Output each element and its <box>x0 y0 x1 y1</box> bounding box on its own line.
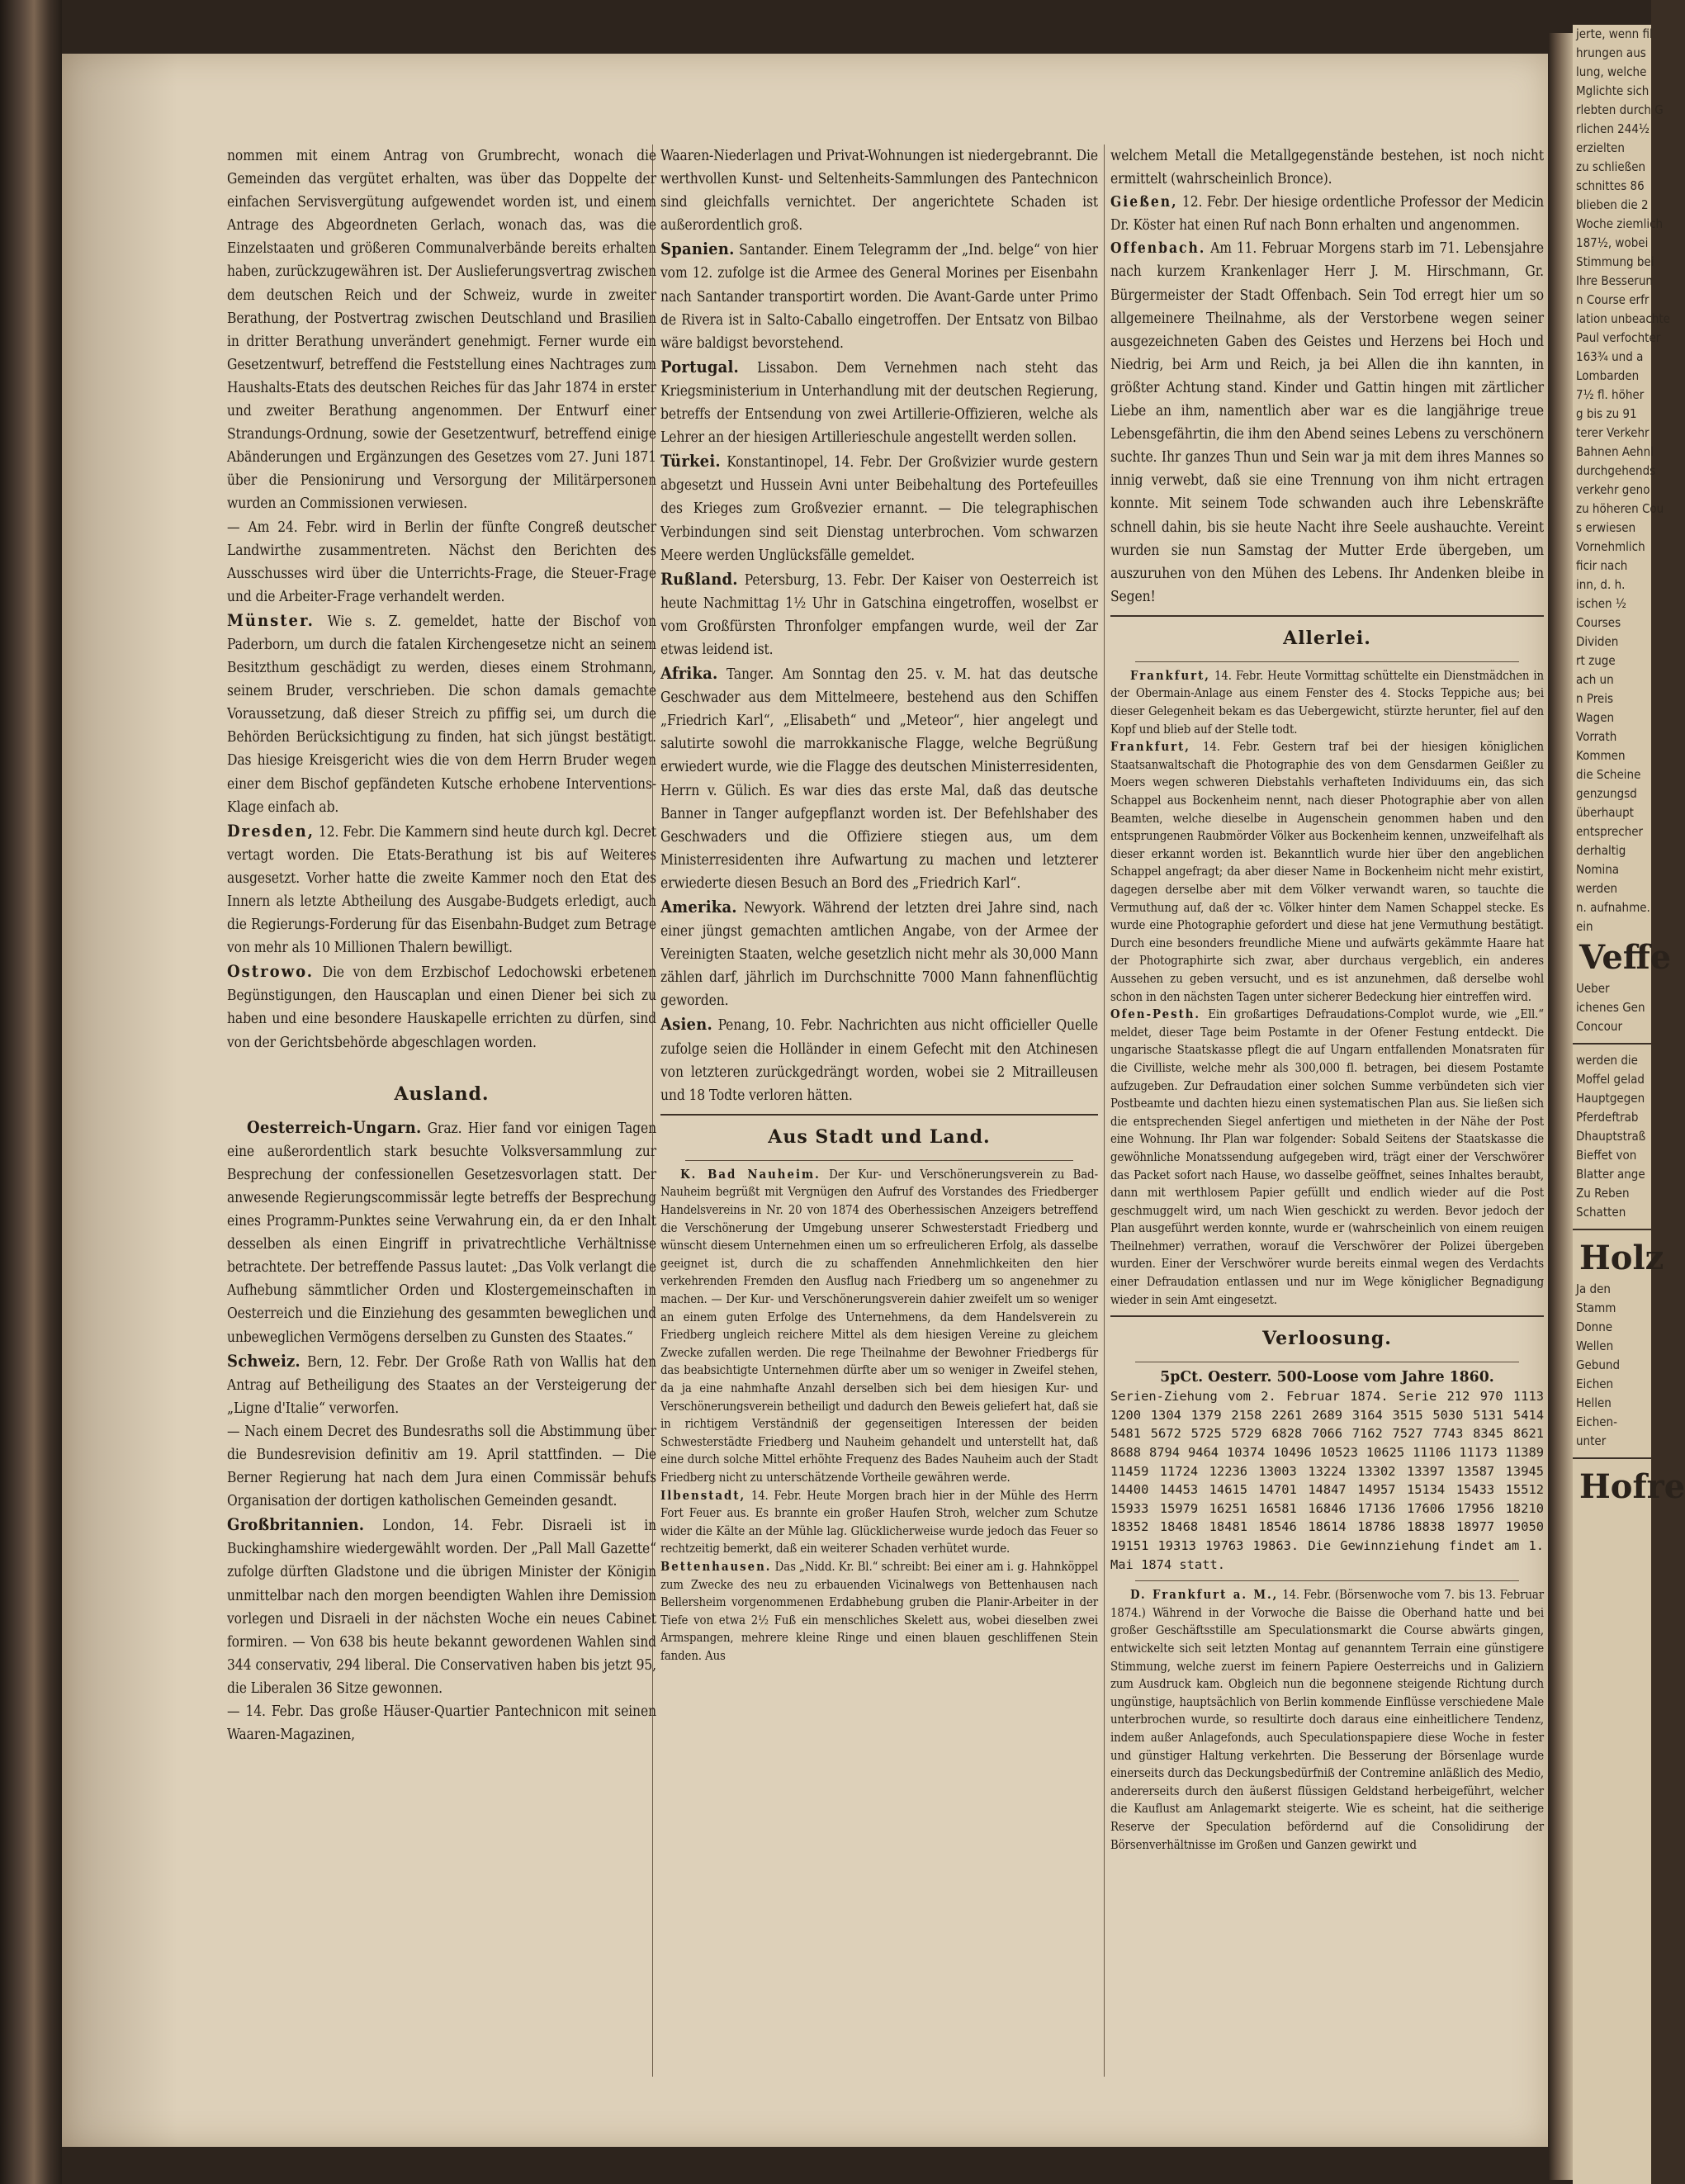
adjacent-page-line: 163¾ und a <box>1576 349 1644 364</box>
country-heading: Asien. <box>660 1014 712 1035</box>
place-heading: Ilbenstadt, <box>660 1488 746 1503</box>
article-paragraph <box>660 1487 1098 1558</box>
miscellany <box>1110 667 1544 1309</box>
adjacent-page-line: lation unbeachte <box>1576 311 1670 326</box>
adjacent-page-line: ach un <box>1576 672 1614 687</box>
adjacent-page-heading: Hofre <box>1579 1467 1685 1506</box>
adjacent-page-text <box>1573 25 1670 936</box>
article-text: Newyork. Während der letzten drei Jahre sind, nach einer jüngst gemachten amtlichen Angabe, von der Armee der Vereinigten Staaten, welche gesetzlich nicht mehr als 30,000 Mann zählen darf, jährlich im Durchschnitte 7000 Mann fahnenflüchtig geworden. <box>660 900 1098 1010</box>
article-paragraph <box>660 355 1098 449</box>
adjacent-page-line: genzungsd <box>1576 786 1637 801</box>
adjacent-page-line: s erwiesen <box>1576 520 1636 535</box>
place-heading: Münster. <box>227 609 315 630</box>
section-title: Aus Stadt und Land. <box>768 1125 991 1148</box>
adjacent-page-line: Schatten <box>1576 1205 1626 1220</box>
adjacent-page-line: Donne <box>1576 1319 1613 1334</box>
article-paragraph <box>1110 667 1544 738</box>
adjacent-page-line: zu höheren Cou <box>1576 501 1664 516</box>
country-heading: Afrika. <box>660 663 718 684</box>
adjacent-page-rule <box>1573 1457 1651 1459</box>
adjacent-page-line: erzielten <box>1576 140 1625 155</box>
adjacent-page-line: Lombarden <box>1576 368 1640 383</box>
article-paragraph <box>227 819 656 960</box>
lottery-numbers: Serien-Ziehung vom 2. Februar 1874. Serie 212 970 1113 1200 1304 1379 2158 2261 2689 3164 3515 5030 5131 5414 5481 5672 5725 5729 6828 7066 7162 7527 7743 8345 8621 8688 8794 9464 10374 10496 10523 10625 11106 11173 11389 11459 11724 12236 13003 13224 13302 13397 13587 13945 14400 14453 14615 14701 14847 14957 15134 15433 15512 15933 15979 16251 16581 16846 17136 17606 17956 18210 18352 18468 18481 18546 18614 18786 18838 18977 19050 19151 19313 19763 19863. Die Gewinnziehung findet am 1. Mai 1874 statt. <box>1110 1389 1544 1572</box>
adjacent-page-line: ischen ½ <box>1576 596 1626 611</box>
adjacent-page-line: schnittes 86 <box>1576 178 1645 193</box>
section-rule <box>1110 1315 1544 1317</box>
country-heading: Rußland. <box>660 568 738 589</box>
adjacent-page-line: verkehr geno <box>1576 482 1650 497</box>
adjacent-page-line: Eichen <box>1576 1376 1614 1391</box>
adjacent-page-line: 7½ fl. höher <box>1576 387 1645 402</box>
adjacent-page-line: Kommen <box>1576 748 1626 763</box>
country-heading: Amerika. <box>660 897 737 917</box>
section-title: Verloosung. <box>1262 1328 1392 1350</box>
adjacent-page-line: Ihre Besserun <box>1576 273 1653 288</box>
article-paragraph <box>227 959 656 1054</box>
article-text: Ein großartiges Defraudations-Complot wurde, wie „Ell.“ meldet, dieser Tage beim Postamte in der Ofener Festung entdeckt. Die ungarische Staatskasse pflegt die auf Ungarn entfallenden Monatsraten für die Civilliste, welche mehr als 300,000 fl. betragen, bei diesem Postamte aufzugeben. Zur Defraudation einer solchen Summe verbündeten sich vier Postbeamte und dachten hiezu einen systematischen Plan aus. Sie ließen sich die entsprechenden Siegel anfertigen und mietheten in der Nähe der Post eine Wohnung. Ihr Plan war folgender: Sobald Seitens der Staatskasse die gewöhnliche Monatssendung aufgegeben wird, trägt einer der Verschwörer das Packet sofort nach Hause, wo dasselbe geöffnet, seines Inhaltes beraubt, dann mit werthlosem Papier gefüllt und endlich wieder auf die Post geschmuggelt wird, um nach Wien geschickt zu werden. Bevor jedoch der Plan ausgeführt werden konnte, wurde er (wahrscheinlich von einem reuigen Theilnehmer) verrathen, worauf die Verschwörer der Polizei übergeben wurden. Einer der Verschwörer wurde bereits einmal wegen des Verdachts einer Defraudation entlassen und nur im Wege königlicher Begnadigung wieder in sein Amt eingesetzt. <box>1110 1007 1544 1307</box>
column-right <box>1110 144 1544 2093</box>
adjacent-page-line: Stamm <box>1576 1300 1616 1315</box>
article-paragraph <box>660 237 1098 354</box>
adjacent-page-line: Eichen- <box>1576 1414 1617 1429</box>
adjacent-page-line: unter <box>1576 1433 1607 1448</box>
adjacent-page-line: Dhauptstraß <box>1576 1129 1646 1144</box>
place-heading: K. Bad Nauheim. <box>680 1167 821 1182</box>
article-paragraph <box>660 1558 1098 1665</box>
adjacent-page-line: inn, d. h. <box>1576 577 1626 592</box>
article-paragraph <box>227 1513 656 1700</box>
adjacent-page-line: durchgehends <box>1576 463 1656 478</box>
article-text: Penang, 10. Febr. Nachrichten aus nicht officieller Quelle zufolge seien die Holländer in einem Gefecht mit den Atchinesen von letzteren zurückgedrängt worden, wobei sie 2 Mitrailleusen und 18 Todte verloren hätten. <box>660 1017 1098 1104</box>
adjacent-page-text <box>1573 1280 1651 1451</box>
article-text: Tanger. Am Sonntag den 25. v. M. hat das deutsche Geschwader aus dem Mittelmeere, bestehend aus den Schiffen „Friedrich Karl“, „Elisabeth“ und „Meteor“, hier angelegt und salutirte sowohl die marrokkanische Flagge, welche Begrüßung erwiedert wurde, wie die Flagge des deutschen Ministerresidenten, Herrn v. Gülich. Es war dies das erste Mal, daß das deutsche Banner in Tanger aufgepflanzt worden ist. Der Befehlshaber des Geschwaders und die Offiziere stiegen aus, um dem Ministerresidenten ihre Aufwartung zu machen und letzterer erwiederte diesen Besuch an Bord des „Friedrich Karl“. <box>660 666 1098 892</box>
adjacent-page-line: werden die <box>1576 1053 1638 1068</box>
article-paragraph <box>660 449 1098 566</box>
book-binding <box>0 0 62 2184</box>
article-paragraph: Waaren-Niederlagen und Privat-Wohnungen ist niedergebrannt. Die werthvollen Kunst- und Seltenheits-Sammlungen des Pantechnicon sind gleichfalls vernichtet. Der angerichtete Schaden ist außerordentlich groß. <box>660 148 1098 235</box>
country-heading: Großbritannien. <box>227 1514 365 1535</box>
article-text: Konstantinopel, 14. Febr. Der Großvizier wurde gestern abgesetzt und Hussein Avni unter Beibehaltung des Portefeuilles des Krieges zum Großvezier ernannt. — Die telegraphischen Verbindungen sind seit Dienstag unterbrochen. Vom schwarzen Meere werden Unglücksfälle gemeldet. <box>660 454 1098 564</box>
adjacent-page-line: Ueber <box>1576 981 1610 996</box>
article-paragraph: — Nach einem Decret des Bundesraths soll die Abstimmung über die Bundesrevision definitiv am 19. April stattfinden. — Die Berner Regierung hat nach dem Jura einen Commissär behufs Organisation der dortigen katholischen Gemeinden gesandt. <box>227 1423 656 1510</box>
market-report <box>1110 1586 1544 1854</box>
adjacent-page-line: werden <box>1576 881 1618 896</box>
adjacent-page-line: terer Verkehr <box>1576 425 1650 440</box>
article-paragraph: — 14. Febr. Das große Häuser-Quartier Pantechnicon mit seinen Waaren-Magazinen, <box>227 1703 656 1744</box>
adjacent-page-line: ein <box>1576 919 1593 934</box>
adjacent-page-line: Nomina <box>1576 862 1620 877</box>
article-paragraph <box>1110 237 1544 609</box>
adjacent-page-line: n Preis <box>1576 691 1614 706</box>
column-left <box>227 144 656 2093</box>
adjacent-page-heading: Holz <box>1579 1239 1664 1277</box>
adjacent-page-line: rt zuge <box>1576 653 1616 668</box>
adjacent-page-text <box>1573 1051 1651 1222</box>
adjacent-page-line: Vornehmlich <box>1576 539 1645 554</box>
adjacent-page-rule <box>1573 1229 1651 1230</box>
adjacent-page-line: entsprecher <box>1576 824 1644 839</box>
article-text: Die von dem Erzbischof Ledochowski erbetenen Begünstigungen, den Hauscaplan und einen Diener bei sich zu haben und eine besondere Hauskapelle errichten zu dürfen, sind von der Gerichtsbehörde abgeschlagen worden. <box>227 964 656 1051</box>
place-heading: Bettenhausen. <box>660 1559 772 1574</box>
place-heading: Frankfurt, <box>1110 740 1190 755</box>
article-text: 14. Febr. Gestern traf bei der hiesigen königlichen Staatsanwaltschaft die Photographie des von dem Gensdarmen Geißler zu Moers wegen schweren Diebstahls verhafteten Individuums ein, das sich Schappel aus Bockenheim nennt, nach dieser Photographie aber von allen Beamten, welche dieselbe in Augenschein genommen haben und den entsprungenen Raubmörder Völker aus Bockenheim kennen, unzweifelhaft als dieser erkannt worden ist. Bekanntlich wurde hier über den angeblichen Schappel angefragt; da aber dieser Name in Bockenheim nicht mehr existirt, dagegen derselbe aber mit dem Völker verwandt waren, so tauchte die Vermuthung auf, daß der ꝛc. Völker hinter dem Namen Schappel stecke. Es wurde eine Photographie gefordert und diese hat jene Vermuthung bestätigt. Durch eine besonders freundliche Miene und aufwärts gekämmte Haare hat der Photographirte sich zwar, aber durchaus vergeblich, ein anderes Aussehen zu geben versucht, und es ist anzunehmen, daß derselbe wohl schon in den nächsten Tagen unter sicherer Bedeckung hier eintreffen wird. <box>1110 740 1544 1004</box>
adjacent-page-line: Bieffet von <box>1576 1148 1637 1163</box>
place-heading: Frankfurt, <box>1130 668 1210 683</box>
section-rule <box>1135 661 1519 662</box>
adjacent-page-line: Wagen <box>1576 710 1615 725</box>
article-text: London, 14. Febr. Disraeli ist in Buckinghamshire wiedergewählt worden. Der „Pall Mall Gazette“ zufolge dürften Gladstone und die übrigen Minister der Königin unmittelbar nach den morgen beendigten Wahlen ihre Demission vorlegen und Disraeli in der nächsten Woche ein neues Cabinet formiren. — Von 638 bis heute bekannt gewordenen Wahlen sind 344 conservativ, 294 liberal. Die Conservativen haben bis jetzt 95, die Liberalen 36 Sitze gewonnen. <box>227 1518 656 1697</box>
section-rule <box>1110 615 1544 617</box>
article-text: 14. Febr. Heute Morgen brach hier in der Mühle des Herrn Fort Feuer aus. Es brannte ein großer Haufen Stroh, welcher zum Schutze wider die Kälte an der Mühle lag. Glücklicherweise wurde jedoch das Feuer so rechtzeitig bemerkt, daß ein weiterer Schaden verhütet wurde. <box>660 1488 1098 1556</box>
article-paragraph <box>227 1116 656 1349</box>
article-text: Der Kur- und Verschönerungsverein zu Bad-Nauheim begrüßt mit Vergnügen den Aufruf des Vorstandes des Friedberger Handelsvereins in Nr. 20 von 1874 des Oberhessischen Anzeigers betreffend die Verschönerung der Umgebung unserer Schwesterstadt Friedberg und wünscht diesem Unternehmen einen um so erfreulicheren Erfolg, als dasselbe geeignet ist, durch die zu schaffenden Annehmlichkeiten den hier verkehrenden Fremden den Ausflug nach Friedberg um so angenehmer zu machen. — Der Kur- und Verschönerungsverein dahier zweifelt um so weniger an einem guten Erfolge des Unternehmens, da dem Handelsverein zu Friedberg ungleich reichere Mittel als dem hiesigen Vereine zu gleichem Zwecke zufallen werden. Die rege Theilnahme der Bewohner Friedbergs für das beabsichtigte Unternehmen dürfte aber um so weniger in Zweifel stehen, da ja eine nahmhafte Anzahl derselben sich bei dem hiesigen Kur- und Verschönerungsverein betheiligt und dadurch den Beweis geliefert hat, daß sie in richtigem Verständniß der gegenseitigen Interessen der beiden Schwesterstädte Friedberg und Nauheim gehandelt und unterstellt hat, daß eine durch solche Mittel erhöhte Frequenz des Bades Nauheim auch der Stadt Friedberg nicht zu unterschätzende Vortheile gewähren werde. <box>660 1167 1098 1485</box>
place-heading: D. Frankfurt a. M., <box>1130 1588 1279 1603</box>
article-text: Bern, 12. Febr. Der Große Rath von Wallis hat den Antrag auf Betheiligung des Staates an der Versteigerung der „Ligne d'Italie“ verworfen. <box>227 1353 656 1417</box>
country-heading: Portugal. <box>660 356 740 377</box>
article-text: Wie s. Z. gemeldet, hatte der Bischof von Paderborn, um durch die fatalen Kirchengesetze nicht an seinem Besitzthum geschädigt zu werden, dieses einem Strohmann, seinem Bruder, verschrieben. Die schon damals gemachte Voraussetzung, daß dieser Streich zu pfiffig sei, um durch die Behörden Berücksichtigung zu finden, hat sich jüngst bestätigt. Das hiesige Kreisgericht wies die von dem Herrn Bruder wegen einer dem Bischof gepfändeten Kutsche erhobene Interventions-Klage einfach ab. <box>227 613 656 816</box>
adjacent-page-line: jerte, wenn fil <box>1576 26 1653 41</box>
adjacent-page-line: hrungen aus <box>1576 45 1646 60</box>
country-heading: Türkei. <box>660 451 721 471</box>
article-paragraph: nommen mit einem Antrag von Grumbrecht, wonach die Gemeinden das vergütet erhalten, was über das Doppelte der einfachen Servisvergütung aufgewendet worden ist, und einem Antrage des Abgeordneten Gerlach, wonach das, was die Einzelstaaten und größeren Communalverbände bereits erhalten haben, zurückzugewähren ist. Der Auslieferungsvertrag zwischen dem deutschen Reich und der Schweiz, wurde in zweiter Berathung, der Postvertrag zwischen Deutschland und Brasilien in dritter Berathung unverändert genehmigt. Ferner wurde ein Gesetzentwurf, betreffend die Feststellung eines Nachtrages zum Haushalts-Etats des deutschen Reiches für das Jahr 1874 in erster und zweiter Berathung angenommen. Der Entwurf einer Strandungs-Ordnung, sowie der Gesetzentwurf, betreffend einige Abänderungen und Ergänzungen des Gesetzes vom 27. Juni 1871 über die Pensionirung und Versorgung der Militärpersonen wurden an Commissionen verwiesen. <box>227 148 656 513</box>
article-paragraph <box>660 567 1098 661</box>
adjacent-page-rule <box>1573 1043 1651 1045</box>
place-heading: Gießen, <box>1110 194 1178 211</box>
adjacent-page-line: ficir nach <box>1576 558 1628 573</box>
article-paragraph <box>660 1012 1098 1106</box>
article-text: Das „Nidd. Kr. Bl.“ schreibt: Bei einer am i. g. Hahnköppel zum Zwecke des neu zu erbauenden Vicinalwegs von Bettenhausen nach Bellersheim vorgenommenen Erdabhebung gruben die Planir-Arbeiter in der Tiefe von etwa 2½ Fuß ein menschliches Skelett aus, wobei dieselben zwei Armspangen, mehrere kleine Ringe und einen blauen geschliffenen Stein fanden. Aus <box>660 1559 1098 1663</box>
adjacent-page-line: n. aufnahme. <box>1576 900 1650 915</box>
article-paragraph <box>1110 738 1544 1006</box>
adjacent-page-line: Bahnen Aehnl <box>1576 444 1654 459</box>
column-middle <box>660 144 1098 2093</box>
adjacent-page-line: Stimmung bei <box>1576 254 1654 269</box>
adjacent-page-line: Wellen <box>1576 1338 1614 1353</box>
article-paragraph <box>227 609 656 819</box>
adjacent-page-line: rlebten durch G <box>1576 102 1664 117</box>
adjacent-page-heading: Veffe <box>1579 938 1672 977</box>
adjacent-page-line: die Scheine <box>1576 767 1641 782</box>
article-text: 12. Febr. Die Kammern sind heute durch kgl. Decret vertagt worden. Die Etats-Berathung ist bis auf Weiteres ausgesetzt. Vorher hatte die zweite Kammer noch den Etat des Innern als letzte Abtheilung des Ausgabe-Budgets erledigt, auch die Regierungs-Forderung für das Eisenbahn-Budget zum Betrage von mehr als 10 Millionen Thalern bewilligt. <box>227 823 656 957</box>
gutter-shadow <box>1548 33 1573 2180</box>
adjacent-page-text <box>1573 979 1651 1036</box>
adjacent-page-line: zu schließen <box>1576 159 1646 174</box>
adjacent-page-line: Moffel gelad <box>1576 1072 1645 1087</box>
article-paragraph <box>660 895 1098 1012</box>
article-text: Petersburg, 13. Febr. Der Kaiser von Oesterreich ist heute Nachmittag 1½ Uhr in Gatschina eingetroffen, woselbst er vom Großfürsten Thronfolger empfangen wurde, weil der Zar etwas leidend ist. <box>660 571 1098 658</box>
article-text: 12. Febr. Der hiesige ordentliche Professor der Medicin Dr. Köster hat einen Ruf nach Bonn erhalten und angenommen. <box>1110 194 1544 235</box>
adjacent-page-edge <box>1573 25 1685 2184</box>
article-text: 14. Febr. Heute Vormittag schüttelte ein Dienstmädchen in der Obermain-Anlage aus einem Fenster des 4. Stocks Teppiche aus; bei dieser Gelegenheit bekam es das Uebergewicht, stürzte herunter, fiel auf den Kopf und blieb auf der Stelle todt. <box>1110 668 1544 737</box>
adjacent-page-line: rlichen 244½ <box>1576 121 1650 136</box>
article-text: Santander. Einem Telegramm der „Ind. belge“ von hier vom 12. zufolge ist die Armee des General Morines per Eisenbahn nach Santander transportirt worden. Die Avant-Garde unter Primo de Rivera ist in Salto-Caballo eingetroffen. Der Entsatz von Bilbao wäre baldigst bevorstehend. <box>660 242 1098 352</box>
adjacent-page-line: Gebund <box>1576 1357 1621 1372</box>
section-rule <box>660 1114 1098 1116</box>
adjacent-page-line: 187½, wobei <box>1576 235 1649 250</box>
adjacent-page-line: Mglichte sich <box>1576 83 1650 98</box>
adjacent-page-line: Ja den <box>1576 1282 1611 1296</box>
place-heading: Ofen-Pesth. <box>1110 1007 1201 1022</box>
article-text: 14. Febr. (Börsenwoche vom 7. bis 13. Februar 1874.) Während in der Vorwoche die Baisse die Oberhand hatte und bei großer Geschäftsstille am Speculationsmarkt die Course abwärts gingen, entwickelte sich seit letzten Montag auf genanntem Terrain eine günstigere Stimmung, welche zuerst im feinern Papiere Oesterreichs und in Galiziern zum Ausdruck kam. Obgleich nun die begonnene steigende Richtung durch ungünstige, hauptsächlich von Berlin kommende Einflüsse verschiedene Male unterbrochen wurde, so resultirte doch daraus eine einheitlichere Tendenz, indem außer Anlagefonds, auch Speculationspapiere diese Woche in fester und günstiger Haltung verkehrten. Die Besserung der Börsenlage wurde einerseits durch das Deckungsbedürfniß der Contremine anläßlich des Medio, andererseits durch den äußerst flüssigen Geldstand herbeigeführt, welcher die Kauflust am Anlagemarkt steigerte. Wie es scheint, hat die seitherige Reserve der Speculation befördernd auf die Consolidirung der Börsenverhältnisse im Großen und Ganzen gewirkt und <box>1110 1588 1544 1852</box>
adjacent-page-line: Vorrath <box>1576 729 1617 744</box>
article-paragraph: welchem Metall die Metallgegenstände bestehen, ist noch nicht ermittelt (wahrscheinlich Bronce). <box>1110 148 1544 188</box>
adjacent-page-line: überhaupt <box>1576 805 1634 820</box>
adjacent-page-line: Hauptgegen <box>1576 1091 1645 1106</box>
adjacent-page-line: Courses <box>1576 615 1621 630</box>
local-news <box>660 1166 1098 1665</box>
lottery-heading: 5pCt. Oesterr. 500-Loose vom Jahre 1860. <box>1160 1369 1494 1386</box>
adjacent-page-line: g bis zu 91 <box>1576 406 1637 421</box>
adjacent-page-line: Woche ziemlich <box>1576 216 1664 231</box>
place-heading: Ostrowo. <box>227 961 314 982</box>
country-heading: Schweiz. <box>227 1350 301 1371</box>
section-rule <box>1135 1580 1519 1581</box>
adjacent-page-line: blieben die 2 <box>1576 197 1649 212</box>
section-title: Ausland. <box>394 1083 490 1105</box>
article-paragraph <box>660 661 1098 895</box>
article-paragraph <box>1110 1006 1544 1309</box>
section-title: Allerlei. <box>1283 627 1371 649</box>
article-paragraph: — Am 24. Febr. wird in Berlin der fünfte Congreß deutscher Landwirthe zusammentreten. Nächst den Berichten des Ausschusses wird über die Unterrichts-Frage, die Steuer-Frage und die Arbeiter-Frage verhandelt werden. <box>227 519 656 605</box>
column-divider <box>1104 144 1105 2077</box>
adjacent-page-line: Paul verfochter <box>1576 330 1661 345</box>
article-paragraph <box>1110 191 1544 237</box>
place-heading: Offenbach. <box>1110 240 1206 258</box>
adjacent-page-line: Pferdeftrab <box>1576 1110 1639 1125</box>
article-paragraph <box>660 1166 1098 1487</box>
adjacent-page-line: Dividen <box>1576 634 1619 649</box>
article-paragraph <box>1110 1586 1544 1854</box>
adjacent-page-line: ichenes Gen <box>1576 1000 1645 1015</box>
article-text: Graz. Hier fand vor einigen Tagen eine außerordentlich stark besuchte Volksversammlung zur Besprechung der confessionellen Gesetzesvorlagen statt. Der anwesende Regierungscommissär legte betreffs der Besprechung eines Programm-Punktes seine Verwahrung ein, da er den Inhalt desselben als einen Eingriff in privatrechtliche Verhältnisse betrachtete. Der betreffende Passus lautet: „Das Volk verlangt die Aufhebung sämmtlicher Orden und Klostergemeinschaften in Oesterreich und die Einziehung des gesammten beweglichen und unbeweglichen Vermögens derselben zu Gunsten des Staates.“ <box>227 1120 656 1346</box>
adjacent-page-line: Zu Reben <box>1576 1186 1630 1201</box>
adjacent-page-line: n Course erfr <box>1576 292 1650 307</box>
section-rule <box>685 1160 1073 1161</box>
adjacent-page-line: Hellen <box>1576 1395 1612 1410</box>
adjacent-page-line: Blatter ange <box>1576 1167 1645 1182</box>
article-text: Am 11. Februar Morgens starb im 71. Lebensjahre nach kurzem Krankenlager Herr J. M. Hirschmann, Gr. Bürgermeister der Stadt Offenbach. Sein Tod erregt hier um so allgemeinere Theilnahme, als der Verstorbene wegen seiner ausgezeichneten Gaben des Geistes und Herzens bei Hoch und Niedrig, bei Arm und Reich, ja bei Allen die ihn kannten, in größter Achtung stand. Kinder und Gattin hingen mit zärtlicher Liebe an ihm, namentlich aber war es die langjährige treue Lebensgefährtin, die ihm den Abend seines Lebens zu verschönern suchte. Ihr ganzes Thun und Sein war ja mit dem ihres Mannes so innig verwebt, daß sie eine Trennung von ihm nicht ertragen konnte. Mit seinem Tode schwanden auch ihre Lebenskräfte schnell dahin, bis sie heute Nacht ihre Seele aushauchte. Vereint wurden sie nun Samstag der Mutter Erde übergeben, um auszuruhen von den Mühen des Lebens. Ihr Andenken bleibe in Segen! <box>1110 240 1544 605</box>
adjacent-page-line: lung, welche <box>1576 64 1647 79</box>
place-heading: Dresden, <box>227 820 315 841</box>
article-text: Lissabon. Dem Vernehmen nach steht das Kriegsministerium in Unterhandlung mit der deutschen Regierung, betreffs der Entsendung von zwei Artillerie-Offizieren, welche als Lehrer an der hiesigen Artillerieschule angestellt werden sollen. <box>660 359 1098 447</box>
adjacent-page-line: derhaltig <box>1576 843 1626 858</box>
adjacent-page-line: Concour <box>1576 1019 1623 1034</box>
article-paragraph <box>227 1349 656 1420</box>
country-heading: Spanien. <box>660 239 735 259</box>
country-heading: Oesterreich-Ungarn. <box>247 1116 422 1137</box>
